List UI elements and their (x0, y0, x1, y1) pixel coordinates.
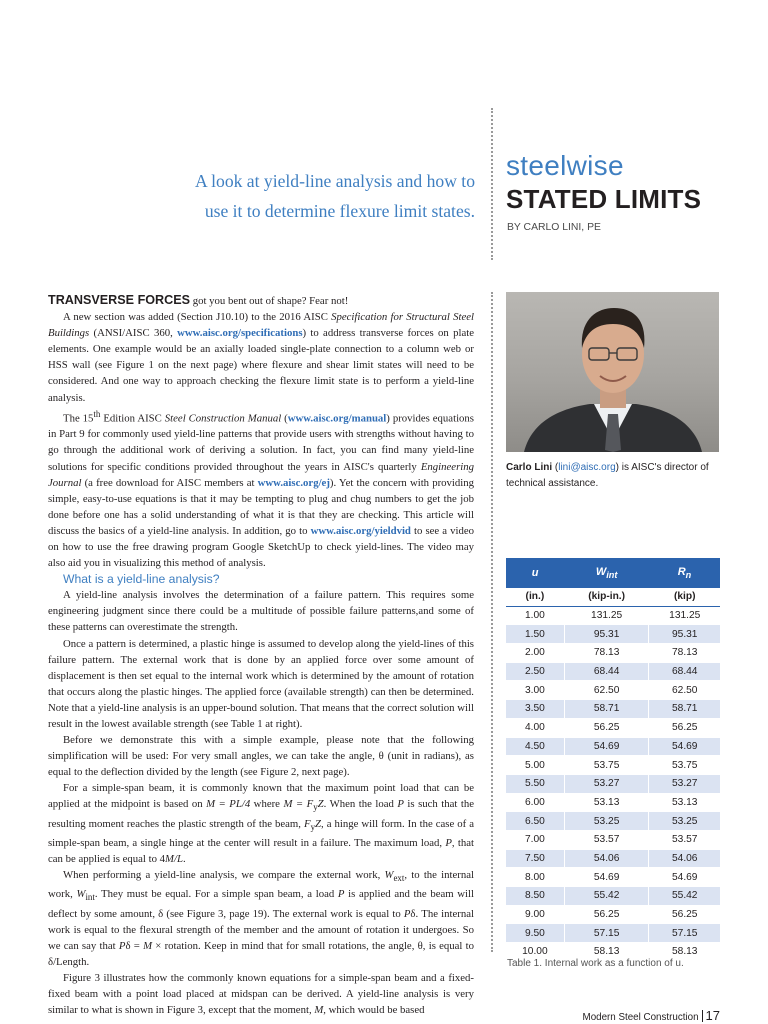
author-name: Carlo Lini (506, 462, 553, 473)
table-cell: 53.13 (649, 793, 720, 812)
table-cell: 53.57 (564, 830, 649, 849)
table-cell: 53.25 (649, 812, 720, 831)
table-row (506, 887, 720, 906)
table-row (506, 644, 720, 663)
tagline-line-1: A look at yield-line analysis and how to (195, 171, 475, 191)
table-cell: 3.00 (506, 681, 564, 700)
table-cell: 56.25 (564, 905, 649, 924)
table-cell: 58.13 (649, 943, 720, 962)
table-cell: 131.25 (649, 606, 720, 625)
table-cell: 8.00 (506, 868, 564, 887)
table-caption: Table 1. Internal work as a function of u. (507, 958, 684, 969)
table-cell: 56.25 (649, 718, 720, 737)
table-cell: 2.50 (506, 662, 564, 681)
paragraph-6: Before we demonstrate this with a simple example, please note that the following simplification will be used: For very small angles, we can take the angle, θ (unit in radians), as equal to the deflection divided by the length (see Figure 2, next page). (48, 734, 474, 779)
paragraph-4: A yield-line analysis involves the determination of a failure pattern. This requires some engineering judgment since there could be a multitude of possible failure patterns,and some of these patterns can overestimate the strength. (48, 589, 474, 634)
table-cell: 53.25 (564, 812, 649, 831)
table-row (506, 793, 720, 812)
table-cell: 53.27 (564, 774, 649, 793)
table-cell: 95.31 (649, 625, 720, 644)
table-cell: 68.44 (649, 662, 720, 681)
table-cell: 4.50 (506, 737, 564, 756)
table-cell: 78.13 (564, 644, 649, 663)
table-cell: 54.69 (649, 868, 720, 887)
yieldvid-link[interactable]: www.aisc.org/yieldvid (310, 524, 411, 537)
header-rn: $R_n$ (649, 558, 720, 588)
table-cell: 62.50 (649, 681, 720, 700)
column-name: steelwise (506, 150, 624, 181)
paragraph-3: The 15th Edition AISC Steel Construction Manual (www.aisc.org/manual) provides equations in Part 9 for commonly used yield-line patterns that provide users with strengths without having to go through the additional work of deriving a solution. In fact, you can find many yield-line solutions for specific conditions provided throughout the years in AISC's quarterly Engineering Journal (a free download for AISC members at www.aisc.org/ej). Yet the concern with providing simple, easy-to-use equations is that it may be tempting to plug and chug numbers to get the job done before one has a solid understanding of what it is that they are checking. This article will discuss the basics of a yield-line analysis. In addition, go to www.aisc.org/yieldvid to see a video on how to use the free drawing program Google SketchUp to check yield-lines. The video may also aid you in visualizing this method of analysis. (48, 408, 475, 570)
table-row (506, 606, 720, 625)
header-u: u (506, 558, 564, 588)
section-subhead: What is a yield-line analysis? (63, 572, 220, 587)
byline: BY CARLO LINI, PE (507, 222, 601, 233)
column-divider (491, 292, 493, 952)
table-cell: 6.00 (506, 793, 564, 812)
page-footer (583, 1008, 720, 1023)
table-row (506, 625, 720, 644)
publication-name: Modern Steel Construction (582, 1012, 699, 1023)
run-in-heading: TRANSVERSE FORCES (48, 293, 191, 307)
table-cell: 78.13 (649, 644, 720, 663)
table-cell: 57.15 (649, 924, 720, 943)
table-row (506, 662, 720, 681)
paragraph-1: TRANSVERSE FORCES got you bent out of shape? Fear not! (48, 293, 349, 307)
table-row (506, 812, 720, 831)
table-cell: 95.31 (564, 625, 649, 644)
table-cell: 62.50 (564, 681, 649, 700)
table-cell: 6.50 (506, 812, 564, 831)
table-cell: 68.44 (564, 662, 649, 681)
table-row (506, 905, 720, 924)
table-cell: 57.15 (564, 924, 649, 943)
table-row (506, 868, 720, 887)
footer-divider (702, 1010, 703, 1022)
table-cell: 3.50 (506, 700, 564, 719)
table-cell: 54.69 (564, 737, 649, 756)
table-cell: 9.00 (506, 905, 564, 924)
header-wint: $W_{int}$ (564, 558, 649, 588)
table-cell: 53.27 (649, 774, 720, 793)
page-number: 17 (705, 1008, 720, 1023)
table-cell: 1.50 (506, 625, 564, 644)
table-row (506, 700, 720, 719)
table-cell: 55.42 (649, 887, 720, 906)
table-cell: 54.69 (564, 868, 649, 887)
paragraph-7: For a simple-span beam, it is commonly known that the maximum point load that can be applied at the midpoint is based on M = PL/4 where $M = F_yZ$. When the load P is such that the resulting moment reaches the plastic strength of the beam, $F_yZ$, a hinge will form. In the case of a simple-span beam, a single hinge at the center will result in a failure. The maximum load, P, that can be applied is equal to 4M/L. (48, 782, 475, 866)
table-cell: 2.00 (506, 644, 564, 663)
table-cell: 54.69 (649, 737, 720, 756)
table-row (506, 681, 720, 700)
table-cell: 1.00 (506, 606, 564, 625)
table-cell: 7.50 (506, 849, 564, 868)
table-cell: 58.13 (564, 943, 649, 962)
paragraph-2: A new section was added (Section J10.10) to the 2016 AISC Specification for Structural Steel Buildings (ANSI/AISC 360, www.aisc.org/specifications) to address transverse forces on plate elements. One example would be an axially loaded single-plate connection to a column web or HSS wall (see Figure 1 on the next page) where flexure and shear limit states will need to be considered. And one way to approach checking the flexure limit state is to perform a yield-line analysis. (48, 311, 474, 404)
paragraph-5: Once a pattern is determined, a plastic hinge is assumed to develop along the yield-lines of this failure pattern. The external work that is done by an applied force over some amount of displacement is then set equal to the internal work which is determined by the amount of rotation that occurs along the plastic hinges. The applied force (available strength) can then be determined. Note that a yield-line analysis is an upper-bound solution. That means that the correct solution will result in the lowest available strength (see Table 1 at right). (48, 637, 474, 731)
manual-link[interactable]: www.aisc.org/manual (287, 412, 387, 425)
table-cell: 8.50 (506, 887, 564, 906)
table-cell: 58.71 (649, 700, 720, 719)
table-row (506, 756, 720, 775)
table-cell: 5.50 (506, 774, 564, 793)
table-cell: 53.57 (649, 830, 720, 849)
table-cell: 4.00 (506, 718, 564, 737)
units-row: (in.) (kip-in.) (kip) (506, 588, 720, 606)
article-body (48, 292, 474, 1018)
article-headline: STATED LIMITS (506, 184, 702, 214)
table-cell: 7.00 (506, 830, 564, 849)
paragraph-8: When performing a yield-line analysis, we compare the external work, $W_{ext}$, to the internal work, $W_{int}$. They must be equal. For a simple span beam, a load P is applied and the beam will deflect by some amount, δ (see Figure 3, page 19). The external work is equal to Pδ. The internal work is equal to the flexural strength of the member and the amount of rotation it undergoes. So we can say that Pδ = M × rotation. Keep in mind that for small rotations, the angle, θ, is equal to δ/Length. (48, 869, 475, 968)
table-row (506, 774, 720, 793)
table-cell: 131.25 (564, 606, 649, 625)
table-cell: 54.06 (649, 849, 720, 868)
table-cell: 53.13 (564, 793, 649, 812)
header-divider (491, 108, 493, 260)
table-cell: 5.00 (506, 756, 564, 775)
table-cell: 55.42 (564, 887, 649, 906)
table-cell: 56.25 (564, 718, 649, 737)
table-cell: 53.75 (564, 756, 649, 775)
author-photo (506, 292, 719, 452)
table-cell: 10.00 (506, 943, 564, 962)
table-row (506, 718, 720, 737)
table-cell: 58.71 (564, 700, 649, 719)
tagline-line-2: use it to determine flexure limit states. (204, 201, 475, 221)
table-row (506, 849, 720, 868)
paragraph-9: Figure 3 illustrates how the commonly known equations for a simple-span beam and a fixed-fixed beam with a point load placed at midspan can be derived. A yield-line analysis is very similar to what is shown in Figure 3, except that the moment, M, which would be based (48, 971, 474, 1017)
author-caption: Carlo Lini (lini@aisc.org) is AISC's director of technical assistance. (506, 462, 709, 489)
ej-link[interactable]: www.aisc.org/ej (257, 476, 330, 489)
internal-work-table (506, 558, 720, 962)
table-cell: 53.75 (649, 756, 720, 775)
table-cell: 56.25 (649, 905, 720, 924)
author-portrait-image (506, 292, 719, 452)
table-row (506, 924, 720, 943)
table-row (506, 830, 720, 849)
table-cell: 9.50 (506, 924, 564, 943)
author-email-link[interactable]: lini@aisc.org (558, 462, 616, 473)
tagline (145, 166, 475, 226)
table-cell: 54.06 (564, 849, 649, 868)
table-row (506, 737, 720, 756)
specifications-link[interactable]: www.aisc.org/specifications (177, 327, 303, 340)
